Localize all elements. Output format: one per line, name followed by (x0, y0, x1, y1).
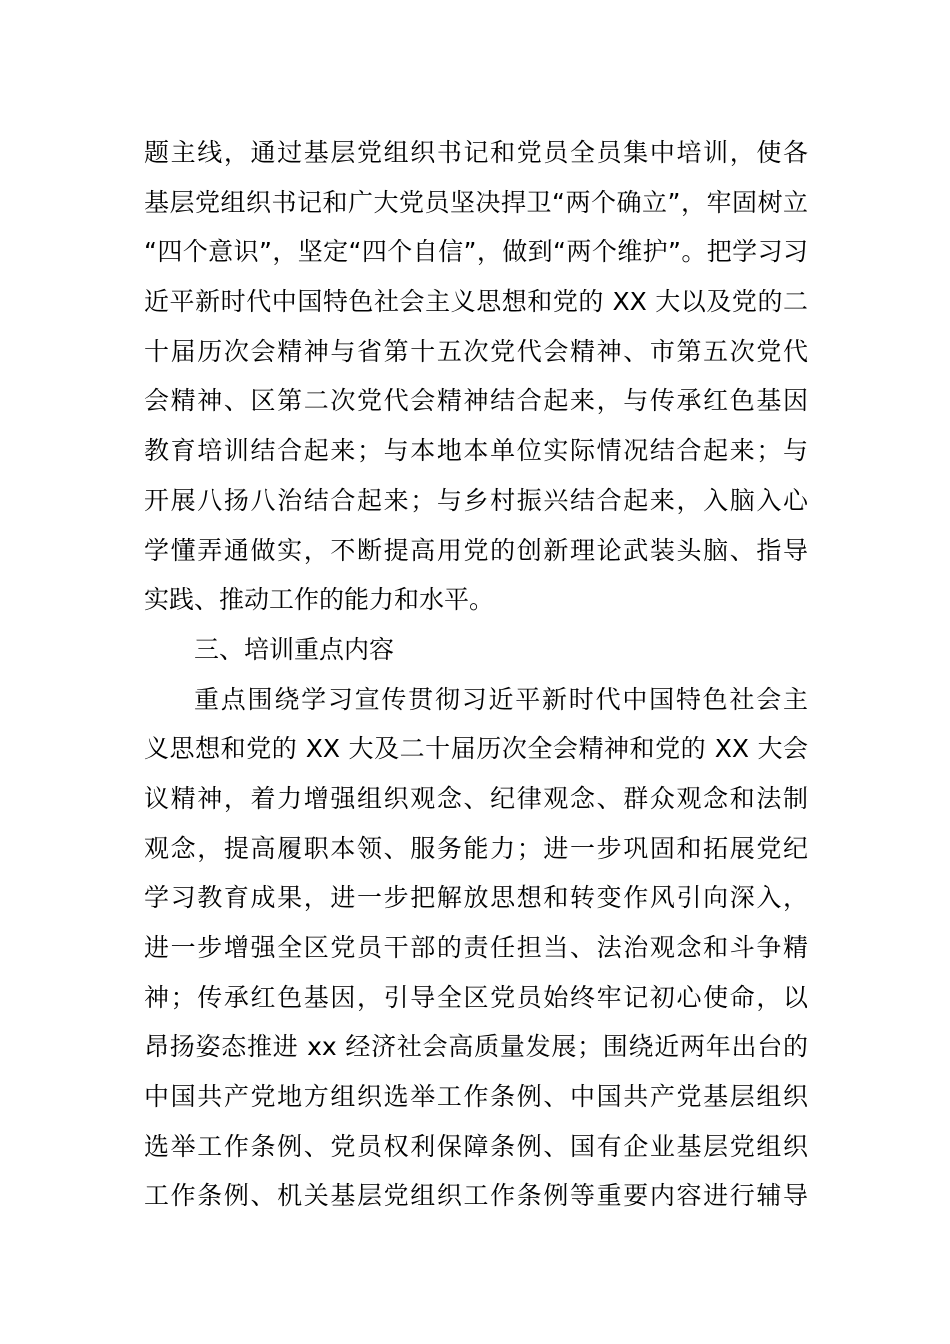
section-heading: 三、培训重点内容 (194, 634, 395, 664)
text-line: 工作条例、机关基层党组织工作条例等重要内容进行辅导 (144, 1181, 808, 1211)
text-line: 中国共产党地方组织选举工作条例、中国共产党基层组织 (144, 1082, 808, 1112)
body-text (144, 128, 808, 1221)
text-line: 开展八扬八治结合起来；与乡村振兴结合起来，入脑入心 (144, 485, 808, 515)
text-line: 近平新时代中国特色社会主义思想和党的 XX 大以及党的二 (144, 287, 808, 317)
text-line: 议精神，着力增强组织观念、纪律观念、群众观念和法制 (144, 783, 808, 813)
text-line: 神；传承红色基因，引导全区党员始终牢记初心使命，以 (144, 982, 808, 1012)
text-line: 教育培训结合起来；与本地本单位实际情况结合起来；与 (144, 436, 808, 466)
text-line: 题主线，通过基层党组织书记和党员全员集中培训，使各 (144, 138, 808, 167)
text-line: 学懂弄通做实，不断提高用党的创新理论武装头脑、指导 (144, 535, 808, 565)
text-line: 观念，提高履职本领、服务能力；进一步巩固和拓展党纪 (144, 833, 808, 863)
text-line: 学习教育成果，进一步把解放思想和转变作风引向深入， (144, 883, 808, 913)
text-line: 十届历次会精神与省第十五次党代会精神、市第五次党代 (144, 336, 808, 366)
text-line: 进一步增强全区党员干部的责任担当、法治观念和斗争精 (144, 933, 808, 962)
text-line: 选举工作条例、党员权利保障条例、国有企业基层党组织 (144, 1131, 808, 1161)
text-line: 基层党组织书记和广大党员坚决捍卫“两个确立”，牢固树立 (144, 187, 808, 217)
text-line: 会精神、区第二次党代会精神结合起来，与传承红色基因 (144, 386, 808, 416)
text-line: 昂扬姿态推进 xx 经济社会高质量发展；围绕近两年出台的 (144, 1032, 808, 1062)
text-line: “四个意识”，坚定“四个自信”，做到“两个维护”。把学习习 (144, 237, 808, 267)
text-line: 重点围绕学习宣传贯彻习近平新时代中国特色社会主 (194, 684, 808, 714)
text-line: 义思想和党的 XX 大及二十届历次全会精神和党的 XX 大会 (144, 734, 808, 764)
text-line: 实践、推动工作的能力和水平。 (144, 585, 495, 615)
